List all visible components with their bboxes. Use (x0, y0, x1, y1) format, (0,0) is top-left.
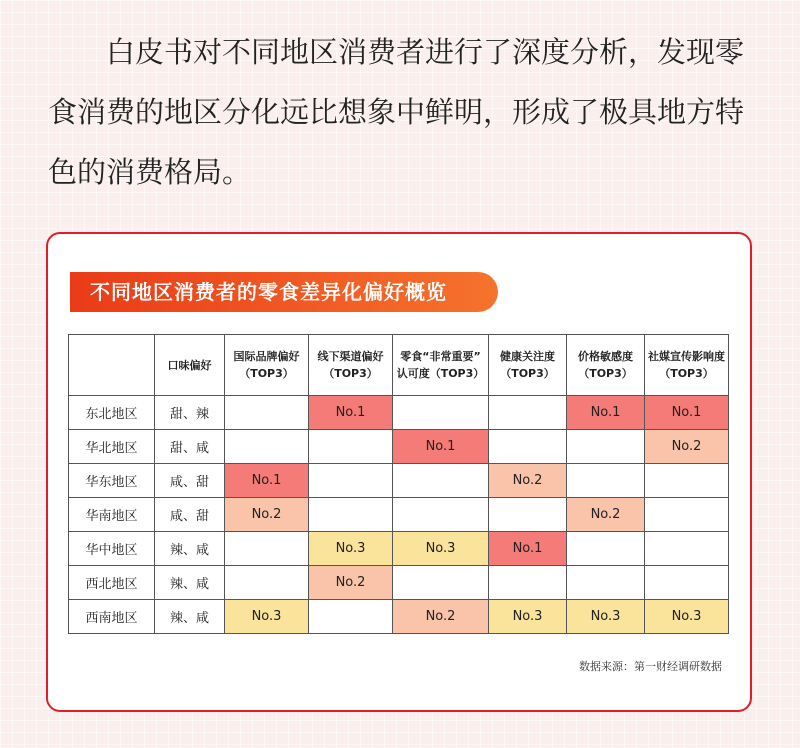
rank-cell (225, 566, 309, 600)
rank-cell (309, 600, 393, 634)
rank-cell: No.1 (393, 430, 489, 464)
region-cell: 东北地区 (69, 396, 155, 430)
rank-cell (393, 396, 489, 430)
rank-cell (567, 566, 645, 600)
region-cell: 华中地区 (69, 532, 155, 566)
rank-cell: No.2 (393, 600, 489, 634)
rank-cell (489, 430, 567, 464)
intro-text: 白皮书对不同地区消费者进行了深度分析，发现零食消费的地区分化远比想象中鲜明，形成了极具地方特色的消费格局。 (48, 35, 745, 189)
taste-cell: 辣、咸 (155, 532, 225, 566)
preference-table (68, 334, 729, 634)
rank-cell: No.1 (567, 396, 645, 430)
rank-cell (489, 498, 567, 532)
rank-cell (645, 566, 729, 600)
taste-cell: 甜、辣 (155, 396, 225, 430)
taste-cell: 咸、甜 (155, 464, 225, 498)
region-cell: 西北地区 (69, 566, 155, 600)
rank-cell: No.2 (645, 430, 729, 464)
rank-cell (393, 566, 489, 600)
header-cell: 口味偏好 (155, 335, 225, 396)
rank-cell: No.3 (393, 532, 489, 566)
header-cell: 价格敏感度 （TOP3） (567, 335, 645, 396)
intro-paragraph (48, 22, 758, 202)
rank-cell (567, 464, 645, 498)
rank-cell: No.3 (309, 532, 393, 566)
rank-cell: No.1 (645, 396, 729, 430)
table-row (69, 430, 729, 464)
header-cell: 零食“非常重要” 认可度（TOP3） (393, 335, 489, 396)
chart-title-banner: 不同地区消费者的零食差异化偏好概览 (70, 272, 498, 312)
rank-cell (225, 532, 309, 566)
taste-cell: 辣、咸 (155, 566, 225, 600)
rank-cell (309, 498, 393, 532)
region-cell: 华南地区 (69, 498, 155, 532)
rank-cell: No.2 (225, 498, 309, 532)
taste-cell: 辣、咸 (155, 600, 225, 634)
taste-cell: 咸、甜 (155, 498, 225, 532)
region-cell: 华北地区 (69, 430, 155, 464)
region-cell: 华东地区 (69, 464, 155, 498)
rank-cell (393, 498, 489, 532)
rank-cell: No.1 (225, 464, 309, 498)
taste-cell: 甜、咸 (155, 430, 225, 464)
header-cell: 社媒宣传影响度 （TOP3） (645, 335, 729, 396)
rank-cell: No.3 (567, 600, 645, 634)
table-row (69, 600, 729, 634)
rank-cell (309, 430, 393, 464)
table-row (69, 566, 729, 600)
header-blank (69, 335, 155, 396)
rank-cell (645, 498, 729, 532)
header-cell: 国际品牌偏好 （TOP3） (225, 335, 309, 396)
rank-cell: No.1 (309, 396, 393, 430)
rank-cell: No.2 (309, 566, 393, 600)
chart-card (46, 232, 752, 712)
table-row (69, 396, 729, 430)
rank-cell (489, 566, 567, 600)
rank-cell: No.2 (489, 464, 567, 498)
rank-cell (567, 532, 645, 566)
rank-cell (645, 532, 729, 566)
header-cell: 线下渠道偏好 （TOP3） (309, 335, 393, 396)
table-header-row (69, 335, 729, 396)
rank-cell: No.2 (567, 498, 645, 532)
data-source-note: 数据来源：第一财经调研数据 (579, 660, 722, 673)
rank-cell (225, 430, 309, 464)
rank-cell: No.3 (645, 600, 729, 634)
rank-cell: No.1 (489, 532, 567, 566)
region-cell: 西南地区 (69, 600, 155, 634)
rank-cell (309, 464, 393, 498)
table-row (69, 532, 729, 566)
rank-cell (489, 396, 567, 430)
rank-cell: No.3 (489, 600, 567, 634)
rank-cell (393, 464, 489, 498)
rank-cell (225, 396, 309, 430)
table-row (69, 464, 729, 498)
rank-cell: No.3 (225, 600, 309, 634)
rank-cell (567, 430, 645, 464)
table-row (69, 498, 729, 532)
rank-cell (645, 464, 729, 498)
header-cell: 健康关注度 （TOP3） (489, 335, 567, 396)
